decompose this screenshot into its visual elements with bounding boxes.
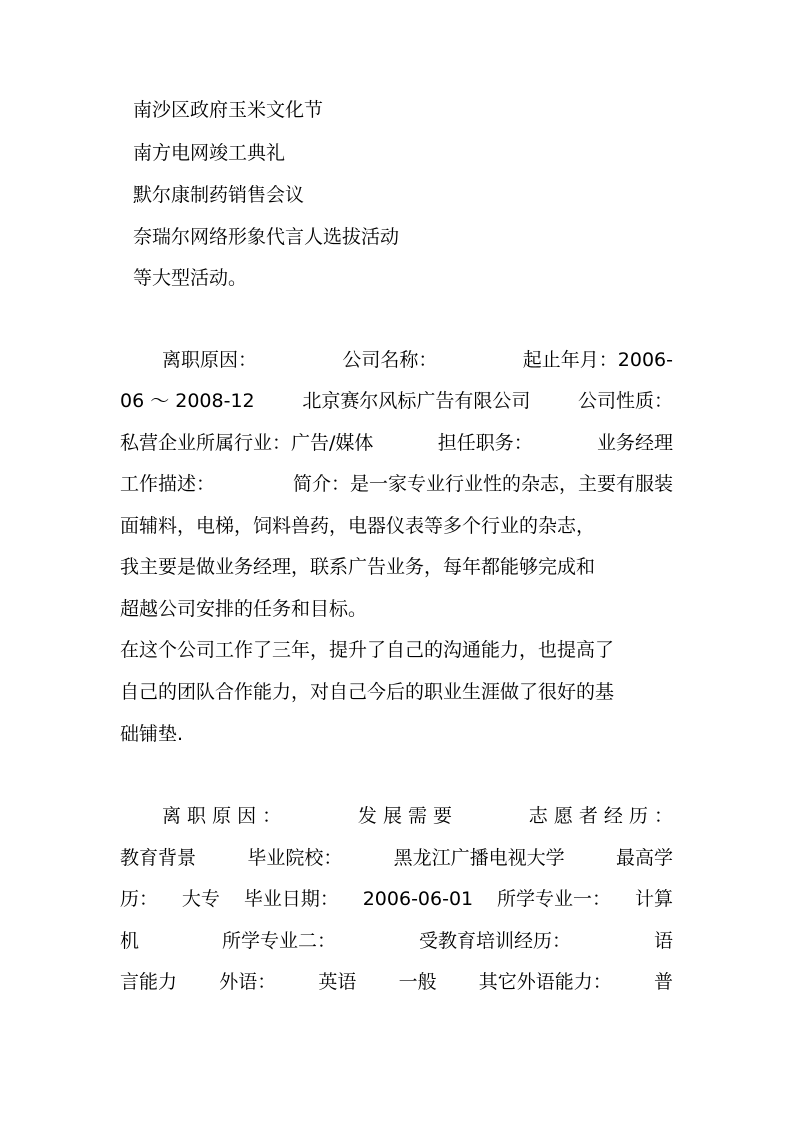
- event-item: 默尔康制药销售会议: [133, 184, 305, 206]
- edu-line-5: [120, 970, 673, 994]
- job-line-3: [120, 431, 673, 455]
- language-heading-cont: 言能力: [120, 971, 178, 993]
- other-language-value: 普: [653, 971, 673, 993]
- education-heading: 教育背景: [120, 847, 197, 869]
- job-line-4: [120, 472, 673, 496]
- position-label: 担任职务：: [437, 432, 533, 454]
- language-heading: 语: [653, 930, 673, 952]
- industry-text: 私营企业所属行业：广告/媒体: [120, 432, 374, 454]
- degree-label: 最高学: [615, 847, 673, 869]
- edu-line-4: [120, 929, 673, 953]
- event-item: 南方电网竣工典礼: [133, 142, 286, 164]
- job-desc-text: 简介：是一家专业行业性的杂志，主要有服装: [292, 473, 673, 495]
- major-1-value-cont: 机: [120, 930, 140, 952]
- volunteer-label: 志 愿 者 经 历 ：: [528, 805, 673, 827]
- degree-label-cont: 历：: [120, 888, 159, 910]
- leave-reason-value: 发 展 需 要: [357, 805, 453, 827]
- leave-reason-label: 离 职 原 因 ：: [162, 805, 282, 827]
- edu-line-1: [162, 804, 673, 828]
- major-2-label: 所学专业二：: [221, 930, 336, 952]
- grad-date-value: 2006-06-01: [362, 888, 474, 910]
- major-1-value: 计算: [634, 888, 673, 910]
- summary-line: 自己的团队合作能力，对自己今后的职业生涯做了很好的基: [120, 681, 615, 703]
- period-value: 06 ～ 2008-12: [120, 390, 255, 412]
- edu-line-2: [120, 846, 673, 870]
- period-label: 起止年月：2006-: [522, 349, 673, 371]
- school-value: 黑龙江广播电视大学: [393, 847, 565, 869]
- summary-line: 在这个公司工作了三年，提升了自己的沟通能力，也提高了: [120, 639, 615, 661]
- event-item: 奈瑞尔网络形象代言人选拔活动: [133, 226, 400, 248]
- grad-date-label: 毕业日期：: [243, 888, 339, 910]
- job-desc-line: 超越公司安排的任务和目标。: [120, 598, 368, 620]
- event-item: 南沙区政府玉米文化节: [133, 99, 324, 121]
- training-label: 受教育培训经历：: [418, 930, 571, 952]
- job-line-2: [120, 389, 673, 413]
- foreign-language-label: 外语：: [219, 971, 277, 993]
- job-desc-line: 我主要是做业务经理，联系广告业务，每年都能够完成和: [120, 556, 596, 578]
- edu-line-3: [120, 887, 673, 911]
- job-line-1: [162, 348, 673, 372]
- other-language-label: 其它外语能力：: [478, 971, 612, 993]
- summary-line: 础铺垫.: [120, 723, 184, 745]
- major-1-label: 所学专业一：: [497, 888, 612, 910]
- degree-value: 大专: [181, 888, 220, 910]
- leave-reason-label: 离职原因：: [162, 349, 258, 371]
- position-value: 业务经理: [596, 432, 673, 454]
- company-name: 北京赛尔风标广告有限公司: [302, 390, 531, 412]
- company-name-label: 公司名称：: [342, 349, 438, 371]
- job-desc-line: 面辅料，电梯，饲料兽药，电器仪表等多个行业的杂志，: [120, 515, 596, 537]
- company-type-label: 公司性质：: [577, 390, 673, 412]
- event-tail: 等大型活动。: [133, 267, 248, 289]
- foreign-language-value: 英语: [318, 971, 357, 993]
- school-label: 毕业院校：: [247, 847, 343, 869]
- job-desc-label: 工作描述：: [120, 473, 216, 495]
- foreign-language-level: 一般: [398, 971, 437, 993]
